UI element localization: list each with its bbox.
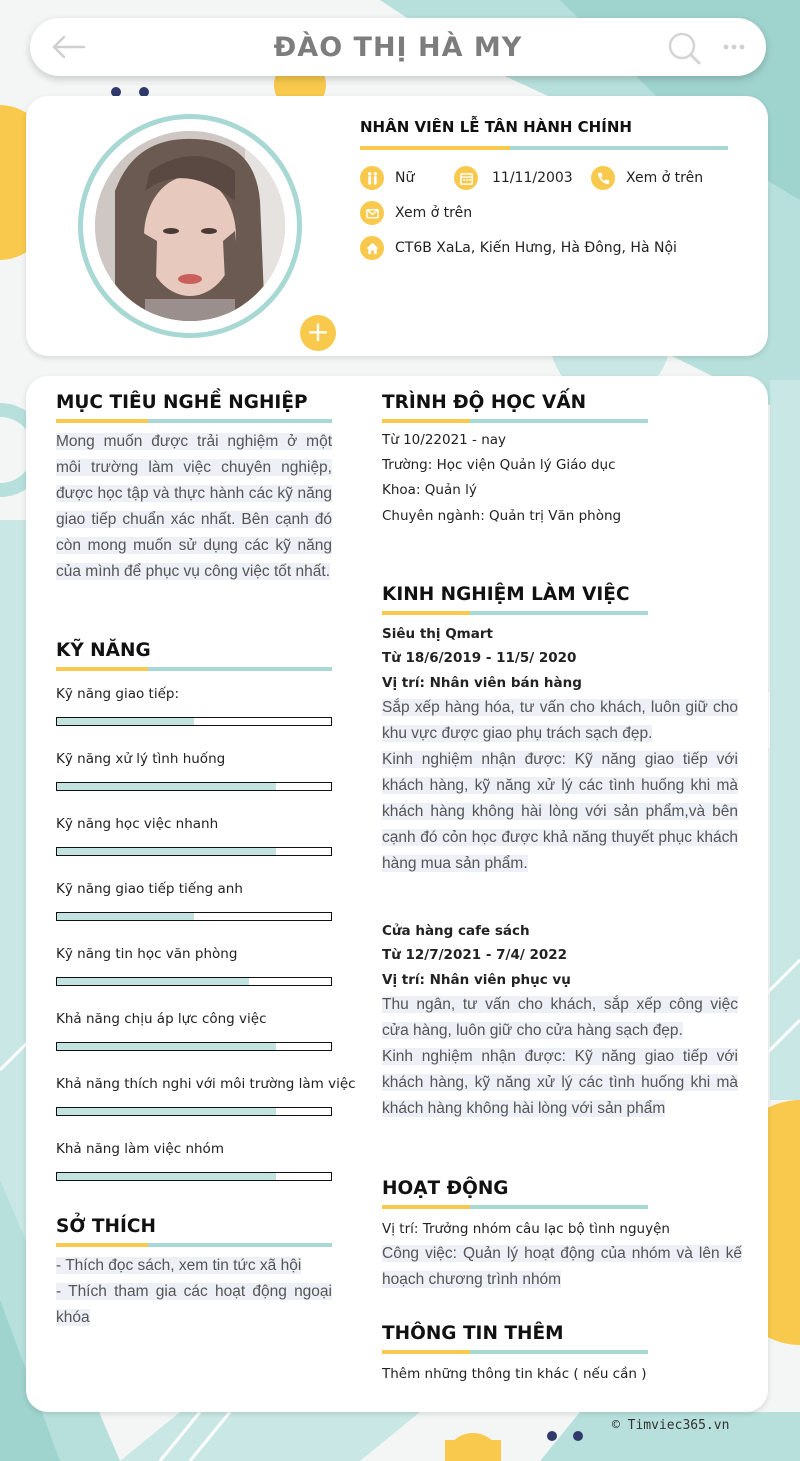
address-value: CT6B XaLa, Kiến Hưng, Hà Đông, Hà Nội (395, 240, 677, 256)
skill-label: Khả năng thích nghi với môi trường làm việc (56, 1076, 356, 1092)
job-company: Siêu thị Qmart (382, 626, 493, 642)
address-info (360, 236, 677, 260)
page-title: ĐÀO THỊ HÀ MY (273, 32, 523, 63)
education-faculty: Khoa: Quản lý (382, 482, 477, 498)
skill-label: Kỹ năng xử lý tình huống (56, 751, 226, 767)
job-period: Từ 12/7/2021 - 7/4/ 2022 (382, 947, 568, 963)
skill-level-bar (56, 912, 332, 921)
gender-value: Nữ (395, 170, 415, 186)
activities-underline (382, 1205, 648, 1209)
objective-title: MỤC TIÊU NGHỀ NGHIỆP (56, 392, 308, 413)
job-position: Vị trí: Nhân viên phục vụ (382, 972, 571, 988)
skill-label: Kỹ năng học việc nhanh (56, 816, 219, 832)
education-title: TRÌNH ĐỘ HỌC VẤN (382, 392, 587, 413)
experience-title: KINH NGHIỆM LÀM VIỆC (382, 584, 630, 605)
skill-level-bar (56, 1107, 332, 1116)
job-learned: Kinh nghiệm nhận được: Kỹ năng giao tiếp với khách hàng, kỹ năng xử lý các tình huống khi mà khách hàng không hài lòng với sản phẩm (382, 1048, 738, 1117)
skill-label: Khả năng chịu áp lực công việc (56, 1011, 267, 1027)
job-position: Vị trí: Nhân viên bán hàng (382, 675, 582, 691)
education-underline (382, 419, 648, 423)
skills-underline (56, 667, 332, 671)
skill-level-bar (56, 847, 332, 856)
skill-level-fill (57, 1043, 276, 1050)
job-period: Từ 18/6/2019 - 11/5/ 2020 (382, 650, 577, 666)
activity-work: Công việc: Quản lý hoạt động của nhóm và lên kế hoạch chương trình nhóm (382, 1245, 742, 1288)
resume-body-card (26, 376, 768, 1412)
search-icon[interactable] (666, 30, 702, 66)
skill-level-fill (57, 978, 249, 985)
education-period: Từ 10/22021 - nay (382, 432, 507, 448)
job-company: Cửa hàng cafe sách (382, 923, 530, 939)
skill-level-fill (57, 1108, 276, 1115)
extra-info-underline (382, 1350, 648, 1354)
avatar (95, 131, 285, 321)
activity-position: Vị trí: Trưởng nhóm câu lạc bộ tình nguyện (382, 1221, 670, 1237)
email-icon (360, 201, 384, 225)
skill-label: Kỹ năng giao tiếp: (56, 686, 179, 702)
home-icon (360, 236, 384, 260)
objective-underline (56, 419, 332, 423)
hobby-item: - Thích tham gia các hoạt động ngoại khóa (56, 1283, 332, 1326)
education-major: Chuyên ngành: Quản trị Văn phòng (382, 508, 622, 524)
extra-info-text: Thêm những thông tin khác ( nếu cần ) (382, 1366, 647, 1382)
job-description: Thu ngân, tư vấn cho khách, sắp xếp công việc cửa hàng, luôn giữ cho cửa hàng sạch đẹp. (382, 996, 738, 1039)
skill-level-bar (56, 977, 332, 986)
skill-level-fill (57, 718, 194, 725)
calendar-icon (454, 166, 478, 190)
activities-title: HOẠT ĐỘNG (382, 1178, 509, 1199)
objective-text: Mong muốn được trải nghiệm ở một môi trường làm việc chuyên nghiệp, được học tập và thực hành các kỹ năng giao tiếp chuẩn xác nhất. Bên cạnh đó còn mong muốn sử dụng các kỹ năng của mình để phục vụ công việc tốt nhất. (56, 433, 332, 580)
skills-title: KỸ NĂNG (56, 640, 151, 661)
job-title: NHÂN VIÊN LỄ TÂN HÀNH CHÍNH (360, 118, 632, 136)
hobbies-title: SỞ THÍCH (56, 1216, 156, 1237)
more-options-icon[interactable] (722, 36, 746, 58)
education-school: Trường: Học viện Quản lý Giáo dục (382, 457, 616, 473)
birthday-info (454, 166, 573, 190)
skill-level-fill (57, 848, 276, 855)
skill-label: Khả năng làm việc nhóm (56, 1141, 224, 1157)
job-description: Sắp xếp hàng hóa, tư vấn cho khách, luôn giữ cho khu vực được giao phụ trách sạch đẹp. (382, 699, 738, 742)
birthday-value: 11/11/2003 (492, 170, 573, 186)
job-learned: Kinh nghiệm nhận được: Kỹ năng giao tiếp với khách hàng, kỹ năng xử lý các tình huống khi mà khách hàng không hài lòng với sản phẩm,và bên cạnh đó cỏn học được khả năng thuyết phục khách hàng mua sản phẩm. (382, 751, 738, 872)
gender-icon (360, 166, 384, 190)
profile-card (26, 96, 768, 356)
skill-level-bar (56, 782, 332, 791)
phone-info (591, 166, 703, 190)
job-title-underline (360, 146, 728, 150)
skill-level-bar (56, 1042, 332, 1051)
email-value: Xem ở trên (395, 205, 473, 221)
skill-level-fill (57, 1173, 276, 1180)
skill-level-fill (57, 783, 276, 790)
skill-label: Kỹ năng tin học văn phòng (56, 946, 238, 962)
phone-icon (591, 166, 615, 190)
phone-value: Xem ở trên (626, 170, 704, 186)
skill-level-fill (57, 913, 194, 920)
hobbies-underline (56, 1243, 332, 1247)
profile-photo (95, 131, 285, 321)
skill-level-bar (56, 1172, 332, 1181)
hobby-item: - Thích đọc sách, xem tin tức xã hội (56, 1257, 302, 1274)
skill-level-bar (56, 717, 332, 726)
skill-label: Kỹ năng giao tiếp tiếng anh (56, 881, 243, 897)
extra-info-title: THÔNG TIN THÊM (382, 1323, 564, 1344)
avatar-frame (78, 114, 330, 348)
gender-info (360, 166, 414, 190)
email-info (360, 201, 472, 225)
add-photo-button[interactable]: + (300, 315, 336, 351)
top-bar (30, 18, 766, 76)
experience-underline (382, 611, 648, 615)
footer-credit: © Timviec365.vn (612, 1418, 730, 1433)
